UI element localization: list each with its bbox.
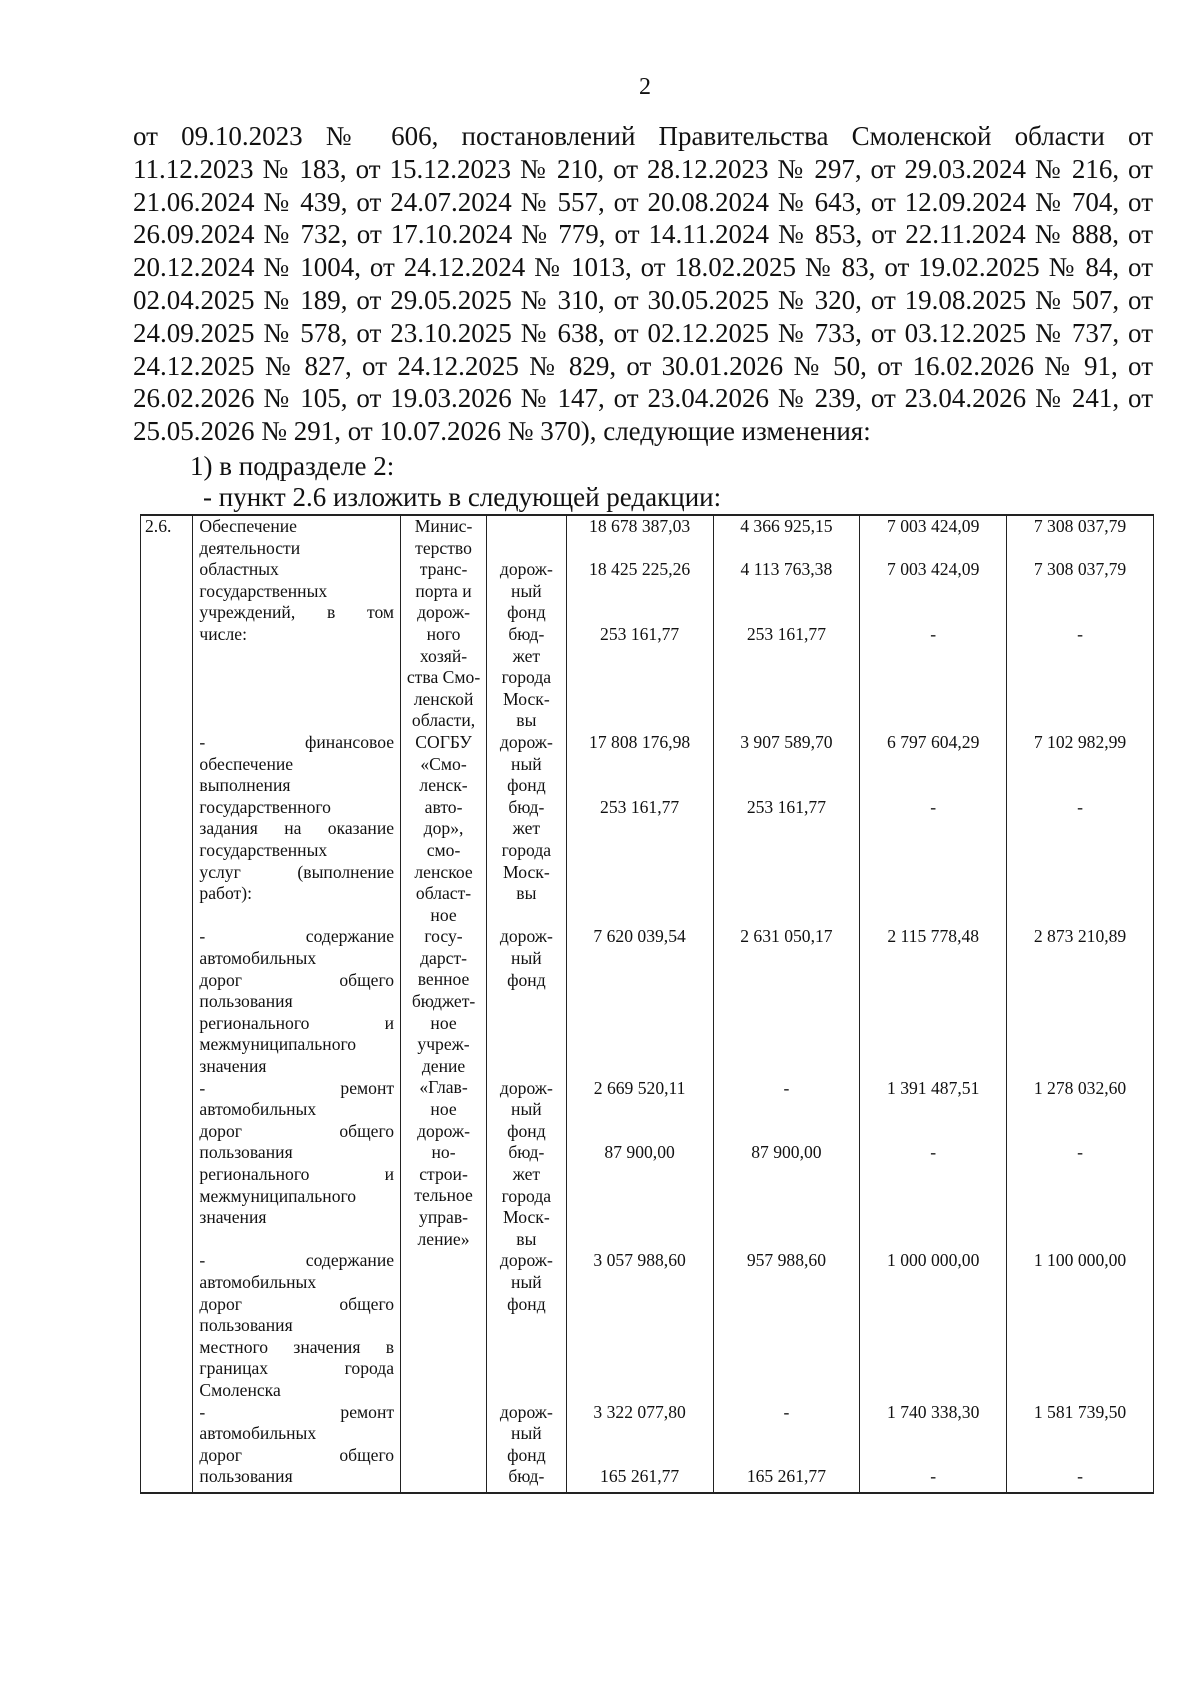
amount-value: 2 873 210,89 (1033, 926, 1127, 947)
executor-text-line: терство (415, 537, 472, 558)
row-name (199, 1402, 394, 1488)
amount-value: 3 057 988,60 (593, 1250, 686, 1271)
amount-value: 7 102 982,99 (1033, 732, 1127, 752)
source-label-line: фонд (507, 1444, 546, 1465)
executor-text-line: транс- (419, 559, 468, 580)
amount-value: 2 631 050,17 (740, 926, 833, 947)
amount-value: 7 620 039,54 (593, 926, 686, 947)
row-name-line: дорог общего (199, 1444, 395, 1465)
row-name-line: - содержание (199, 1250, 395, 1271)
source-label-line: дорож- (499, 732, 553, 752)
row-name-line: межмуниципального (199, 1034, 357, 1055)
intro-line: 24.09.2025 № 578, от 23.10.2025 № 638, от 02.12.2025 № 733, от 03.12.2025 № 737, от (133, 317, 1153, 348)
amount-value: - (783, 1077, 790, 1098)
executor-text-line: области, (411, 710, 476, 731)
executor-text-line: ства Смо- (406, 667, 481, 688)
name-cell (193, 515, 401, 1493)
amount-value: - (1077, 1466, 1083, 1487)
amount-value: - (1077, 624, 1083, 644)
executor-cell (401, 515, 487, 1493)
amount-value: 6 797 604,29 (887, 732, 980, 752)
source-label-line: Моск- (503, 1207, 550, 1228)
row-name-line: - ремонт (199, 1401, 395, 1422)
amount-value: 4 366 925,15 (740, 516, 833, 536)
row-name-line: государственного (199, 796, 331, 817)
amount-value: - (930, 624, 937, 644)
executor-text-line: ленское (414, 861, 473, 882)
source-label (487, 926, 566, 991)
amount-value: 4 113 763,38 (740, 559, 833, 580)
amount-value: 7 308 037,79 (1033, 516, 1127, 536)
source-label-line: города (501, 839, 552, 860)
row-name-line: дорог общего (199, 1120, 395, 1141)
amount-value: 2 669 520,11 (593, 1077, 686, 1098)
row-name-line: границах города (199, 1358, 395, 1379)
executor-text-line: но- (431, 1142, 456, 1163)
executor-text-line: област- (415, 883, 472, 904)
amount-value: 87 900,00 (604, 1142, 675, 1163)
page-number: 2 (639, 74, 651, 100)
amount-value: 957 988,60 (746, 1250, 826, 1271)
row-name-line: - финансовое (199, 732, 395, 752)
source-label (487, 624, 566, 732)
executor-text-line: смо- (426, 839, 461, 860)
row-name-line: пользования (199, 991, 293, 1012)
row-name (199, 732, 394, 905)
amount-value: 87 900,00 (751, 1142, 822, 1163)
row-name-line: обеспечение (199, 753, 294, 774)
value-cell-y2 (860, 515, 1007, 1493)
row-name-line: - содержание (199, 926, 395, 947)
amount-value: 1 100 000,00 (1033, 1250, 1127, 1271)
source-label-line: ный (511, 580, 542, 601)
executor-text-line: управ- (419, 1207, 469, 1227)
source-label-line: фонд (507, 1120, 546, 1141)
item-number: 2.6. (145, 516, 172, 536)
source-label-line: фонд (507, 1293, 546, 1314)
executor-text-line: ление» (417, 1228, 470, 1249)
intro-line: 26.02.2026 № 105, от 19.03.2026 № 147, от 23.04.2026 № 239, от 23.04.2026 № 241, от (133, 383, 1153, 414)
intro-line: 21.06.2024 № 439, от 24.07.2024 № 557, от 20.08.2024 № 643, от 12.09.2024 № 704, от (133, 186, 1153, 217)
executor-text-line: учреж- (417, 1034, 470, 1055)
amount-value: - (930, 1466, 937, 1487)
amount-value: 2 115 778,48 (887, 926, 980, 947)
executor-text-line: «Глав- (419, 1077, 468, 1098)
amount-value: 17 808 176,98 (589, 732, 691, 752)
executor-text-line: тельное (414, 1185, 473, 1206)
row-name-line: государственных (199, 580, 328, 601)
value-cell-y1 (713, 515, 860, 1493)
source-label-line: бюд- (508, 1466, 545, 1487)
executor-text (403, 516, 484, 1250)
executor-text-line: бюджет- (411, 991, 476, 1012)
source-label-line: дорож- (499, 1077, 553, 1098)
row-name-line: регионального и (199, 1012, 395, 1033)
amount-value: - (930, 796, 937, 817)
amount-value: 1 391 487,51 (887, 1077, 980, 1098)
amount-value: 18 425 225,26 (589, 559, 691, 580)
amount-value: 3 322 077,80 (593, 1401, 686, 1422)
amount-value: 253 161,77 (600, 796, 680, 817)
executor-text-line: ного (426, 623, 461, 644)
row-name-line: услуг (выполнение (199, 861, 395, 882)
source-label-line: ный (511, 1271, 542, 1292)
executor-text-line: ленск- (419, 775, 468, 796)
source-label-line: дорож- (499, 1250, 553, 1271)
executor-text-line: дор», (423, 818, 464, 839)
source-label (487, 797, 566, 905)
row-name-line: автомобильных (199, 1271, 317, 1292)
executor-text-line: ное (430, 1012, 457, 1033)
row-name-line: областных (199, 559, 279, 580)
executor-text-line: авто- (424, 796, 463, 817)
amount-value: - (783, 1401, 790, 1422)
source-label-line: бюд- (508, 1142, 545, 1163)
source-label (487, 1142, 566, 1250)
source-label-line: ный (511, 1099, 542, 1120)
source-label-line: фонд (507, 775, 546, 796)
executor-text-line: хозяй- (419, 645, 468, 666)
row-name-line: числе: (199, 623, 247, 644)
row-name-line: - ремонт (199, 1077, 395, 1098)
row-name-line: значения (199, 1207, 267, 1228)
value-cell-y3 (1007, 515, 1154, 1493)
executor-text-line: ное (430, 1099, 457, 1120)
row-name-line: работ): (199, 883, 252, 904)
intro-line: 11.12.2023 № 183, от 15.12.2023 № 210, от 28.12.2023 № 297, от 29.03.2024 № 216, от (133, 153, 1153, 184)
source-label (487, 1402, 566, 1467)
source-label (487, 1078, 566, 1143)
source-label-line: фонд (507, 602, 546, 623)
executor-text-line: дорож- (417, 1120, 470, 1141)
executor-text-line: «Смо- (420, 753, 467, 774)
intro-paragraph (133, 120, 1153, 448)
item-1: 1) в подразделе 2: (190, 451, 395, 481)
row-name-line: учреждений, в том (199, 602, 395, 623)
executor-text-line: Минис- (414, 516, 473, 536)
source-label-line: дорож- (499, 1401, 553, 1422)
source-label-line: вы (516, 710, 537, 731)
amount-value: - (930, 1142, 937, 1163)
row-name-line: задания на оказание (199, 818, 395, 839)
amount-value: 1 581 739,50 (1033, 1401, 1127, 1422)
source-label (487, 732, 566, 797)
source-label-line: вы (516, 883, 537, 904)
executor-text-line: порта и (415, 580, 472, 601)
row-name-line: Смоленска (199, 1379, 281, 1400)
amount-value: 253 161,77 (746, 796, 826, 817)
source-label (487, 1466, 566, 1488)
executor-text-line: СОГБУ (415, 731, 472, 752)
source-label-line: Моск- (503, 688, 550, 709)
budget-table (140, 514, 1154, 1494)
intro-line: 24.12.2025 № 827, от 24.12.2025 № 829, от 30.01.2026 № 50, от 16.02.2026 № 91, от (133, 350, 1153, 381)
source-label-line: бюд- (508, 796, 545, 817)
amount-value: 1 740 338,30 (887, 1401, 980, 1422)
source-label-line: бюд- (508, 624, 545, 644)
amount-value: 3 907 589,70 (740, 732, 833, 752)
row-name-line: межмуниципального (199, 1185, 357, 1206)
amount-value: - (1077, 796, 1083, 817)
amount-value: 253 161,77 (746, 624, 826, 644)
row-name-line: автомобильных (199, 947, 317, 968)
row-name-line: пользования (199, 1466, 293, 1487)
intro-line: 25.05.2026 № 291, от 10.07.2026 № 370), следующие изменения: (133, 416, 871, 447)
amount-value: 253 161,77 (600, 624, 680, 644)
row-name-line: дорог общего (199, 969, 395, 990)
amount-value: 18 678 387,03 (589, 516, 691, 536)
source-label-line: дорож- (499, 926, 553, 947)
source-label-line: Моск- (503, 861, 550, 882)
source-label-line: ный (511, 753, 542, 774)
intro-line: от 09.10.2023 № 606, постановлений Правительства Смоленской области от (133, 121, 1153, 151)
intro-line: 20.12.2024 № 1004, от 24.12.2024 № 1013, от 18.02.2025 № 83, от 19.02.2025 № 84, от (133, 252, 1153, 283)
row-name-line: Обеспечение (199, 516, 297, 536)
item-2: - пункт 2.6 изложить в следующей редакции: (203, 482, 722, 512)
executor-text-line: ленской (413, 688, 474, 709)
amount-value: 1 278 032,60 (1033, 1077, 1127, 1098)
source-label-line: ный (511, 947, 542, 968)
amount-value: - (1077, 1142, 1083, 1163)
source-label-line: жет (512, 645, 541, 666)
source-label-line: вы (516, 1228, 537, 1249)
row-name-line: деятельности (199, 537, 301, 558)
row-name-line: автомобильных (199, 1423, 317, 1444)
row-name-line: автомобильных (199, 1099, 317, 1120)
source-label-line: города (501, 667, 552, 688)
row-name-line: значения (199, 1055, 267, 1076)
source-label (487, 559, 566, 624)
amount-value: 1 000 000,00 (887, 1250, 980, 1271)
executor-text-line: госу- (424, 926, 463, 947)
executor-text-line: дорож- (417, 602, 470, 623)
row-name (199, 926, 394, 1077)
amount-value: 7 003 424,09 (887, 516, 980, 536)
row-name (199, 1078, 394, 1229)
source-label-line: жет (512, 1163, 541, 1184)
source-label-line: ный (511, 1423, 542, 1444)
row-name-line: выполнения (199, 775, 291, 796)
row-name-line: дорог общего (199, 1293, 395, 1314)
executor-text-line: дарст- (420, 947, 467, 968)
amount-value: 7 003 424,09 (887, 559, 980, 580)
executor-text-line: дение (421, 1055, 466, 1076)
executor-text-line: строи- (419, 1163, 468, 1184)
amount-value: 7 308 037,79 (1033, 559, 1127, 580)
source-label-line: города (501, 1185, 552, 1206)
row-number-cell (141, 515, 193, 1493)
row-name-line: пользования (199, 1142, 293, 1163)
row-name (199, 1250, 394, 1401)
intro-line: 02.04.2025 № 189, от 29.05.2025 № 310, от 30.05.2025 № 320, от 19.08.2025 № 507, от (133, 284, 1153, 315)
table-body (141, 515, 1154, 1493)
row-name-line: пользования (199, 1315, 293, 1336)
intro-line: 26.09.2024 № 732, от 17.10.2024 № 779, от 14.11.2024 № 853, от 22.11.2024 № 888, от (133, 219, 1153, 250)
executor-text-line: ное (430, 904, 457, 925)
source-label-line: дорож- (499, 559, 553, 580)
source-label (487, 1250, 566, 1315)
row-name-line: государственных (199, 839, 328, 860)
amount-value: 165 261,77 (600, 1466, 680, 1487)
executor-text-line: венное (417, 969, 470, 990)
row-name (199, 516, 394, 646)
source-label-line: фонд (507, 969, 546, 990)
row-name-line: местного значения в (199, 1336, 395, 1357)
value-cell-total (566, 515, 713, 1493)
source-label-line: жет (512, 818, 541, 839)
row-name-line: регионального и (199, 1163, 395, 1184)
source-cell (487, 515, 567, 1493)
amount-value: 165 261,77 (746, 1466, 826, 1487)
